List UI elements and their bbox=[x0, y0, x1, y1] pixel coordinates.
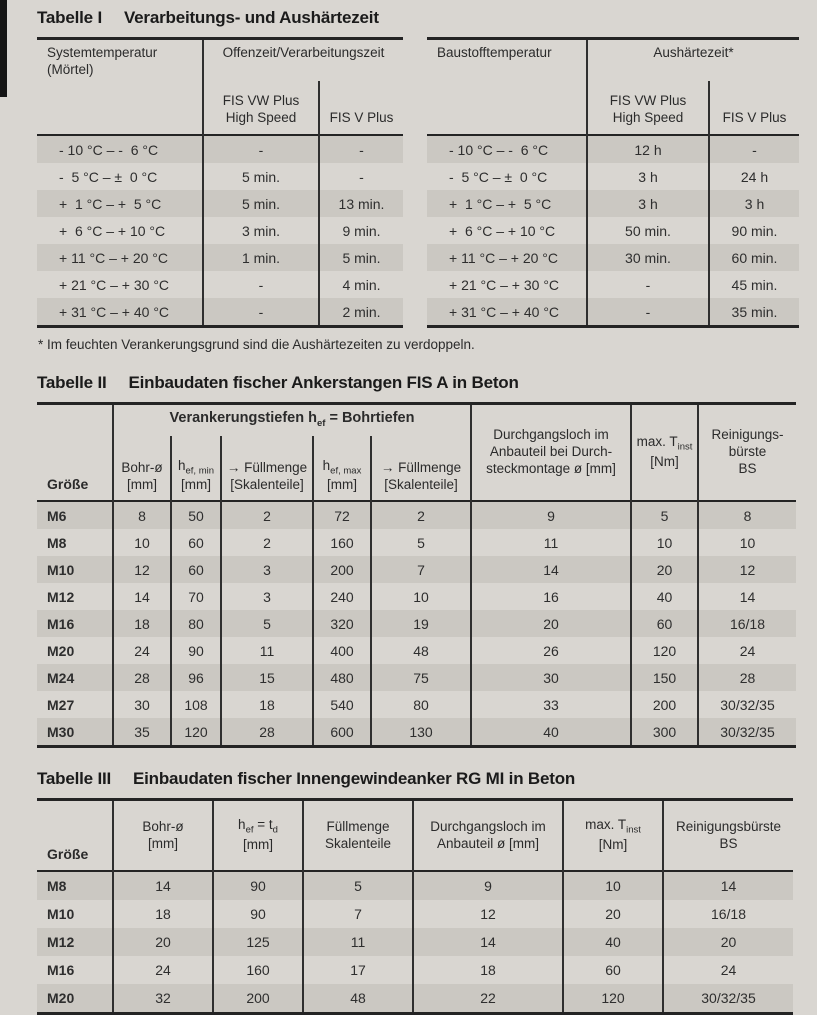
cell: 2 bbox=[221, 501, 313, 529]
col-header-fuellmenge-min: → Füllmenge [Skalenteile] bbox=[221, 436, 313, 501]
cell: 2 bbox=[371, 501, 471, 529]
table3-title-label: Tabelle III bbox=[37, 769, 112, 788]
cell: 2 min. bbox=[319, 298, 403, 327]
cell: 75 bbox=[371, 664, 471, 691]
table3-title bbox=[37, 769, 799, 789]
cell: 200 bbox=[213, 984, 303, 1014]
table-row bbox=[37, 501, 796, 529]
col-header-fuellmenge: Füllmenge Skalenteile bbox=[303, 800, 413, 872]
cell: - 10 °C – - 6 °C bbox=[449, 141, 549, 158]
cell: 12 h bbox=[587, 135, 709, 163]
cell: 17 bbox=[303, 956, 413, 984]
cell: 5 bbox=[631, 501, 698, 529]
cell: 33 bbox=[471, 691, 631, 718]
cell: 3 h bbox=[587, 190, 709, 217]
cell: 40 bbox=[631, 583, 698, 610]
cell: 18 bbox=[113, 900, 213, 928]
row-label: M10 bbox=[47, 561, 75, 578]
cell: 48 bbox=[303, 984, 413, 1014]
cell: 18 bbox=[221, 691, 313, 718]
table-row bbox=[427, 190, 799, 217]
footnote: * Im feuchten Verankerungsgrund sind die Aushärtezeiten zu verdoppeln. bbox=[38, 337, 475, 352]
cell: 96 bbox=[171, 664, 221, 691]
table-row bbox=[427, 217, 799, 244]
cell: + 21 °C – + 30 °C bbox=[59, 276, 170, 293]
cell: 200 bbox=[631, 691, 698, 718]
col-header-fuellmenge-max: → Füllmenge [Skalenteile] bbox=[371, 436, 471, 501]
cell: 10 bbox=[698, 529, 796, 556]
table1-left bbox=[37, 37, 403, 328]
cell: 400 bbox=[313, 637, 371, 664]
table-row bbox=[37, 637, 796, 664]
table3-title-text: Einbaudaten fischer Innengewindeanker RG MI in Beton bbox=[133, 769, 576, 788]
cell: 130 bbox=[371, 718, 471, 747]
cell: 80 bbox=[171, 610, 221, 637]
cell: 9 bbox=[471, 501, 631, 529]
col-header-max-tinst: max. $T_{inst}$ [Nm] bbox=[631, 404, 698, 502]
table-row bbox=[37, 190, 403, 217]
cell: 30/32/35 bbox=[698, 718, 796, 747]
cell: 80 bbox=[371, 691, 471, 718]
col-header-reinigungsbuerste: Reinigungs- bürste BS bbox=[698, 404, 796, 502]
cell: 5 bbox=[303, 871, 413, 900]
cell: - bbox=[203, 271, 319, 298]
cell: 160 bbox=[313, 529, 371, 556]
cell: 10 bbox=[371, 583, 471, 610]
cell: 60 bbox=[171, 556, 221, 583]
cell: 120 bbox=[563, 984, 663, 1014]
cell: 24 bbox=[113, 956, 213, 984]
cell: 120 bbox=[631, 637, 698, 664]
table-row bbox=[37, 664, 796, 691]
cell: 540 bbox=[313, 691, 371, 718]
cell: 20 bbox=[563, 900, 663, 928]
cell: 11 bbox=[221, 637, 313, 664]
cell: 5 min. bbox=[319, 244, 403, 271]
cell: 60 bbox=[563, 956, 663, 984]
cell: 8 bbox=[113, 501, 171, 529]
row-label: M20 bbox=[47, 642, 75, 659]
cell: 50 bbox=[171, 501, 221, 529]
cell: 30 min. bbox=[587, 244, 709, 271]
table-row bbox=[37, 271, 403, 298]
table-row bbox=[37, 871, 793, 900]
cell: 12 bbox=[113, 556, 171, 583]
cell: 50 min. bbox=[587, 217, 709, 244]
cell: 16 bbox=[471, 583, 631, 610]
cell: 7 bbox=[303, 900, 413, 928]
cell: 30/32/35 bbox=[698, 691, 796, 718]
col-header-fis-vw-plus: FIS VW Plus High Speed bbox=[587, 81, 709, 135]
row-label: M20 bbox=[47, 990, 75, 1006]
cell: 48 bbox=[371, 637, 471, 664]
table1-pair bbox=[37, 37, 799, 328]
table1-title-text: Verarbeitungs- und Aushärtezeit bbox=[123, 8, 379, 27]
cell: + 11 °C – + 20 °C bbox=[449, 249, 558, 266]
cell: 28 bbox=[698, 664, 796, 691]
cell: - bbox=[587, 298, 709, 327]
table-row bbox=[37, 244, 403, 271]
cell: 10 bbox=[563, 871, 663, 900]
cell: 2 bbox=[221, 529, 313, 556]
col-header-systemtemperatur: Systemtemperatur (Mörtel) bbox=[47, 45, 158, 77]
col-header-durchgangsloch: Durchgangsloch im Anbauteil bei Durch- steckmontage ø [mm] bbox=[471, 404, 631, 502]
cell: + 6 °C – + 10 °C bbox=[449, 222, 556, 239]
row-label: M12 bbox=[47, 934, 75, 950]
cell: 4 min. bbox=[319, 271, 403, 298]
table-row bbox=[427, 271, 799, 298]
table3 bbox=[37, 798, 793, 1015]
cell: + 11 °C – + 20 °C bbox=[59, 249, 168, 266]
cell: 24 bbox=[113, 637, 171, 664]
cell: 40 bbox=[471, 718, 631, 747]
cell: 5 bbox=[371, 529, 471, 556]
cell: 70 bbox=[171, 583, 221, 610]
table-row bbox=[37, 610, 796, 637]
cell: 28 bbox=[221, 718, 313, 747]
cell: 14 bbox=[113, 583, 171, 610]
cell: 125 bbox=[213, 928, 303, 956]
cell: 14 bbox=[471, 556, 631, 583]
cell: 240 bbox=[313, 583, 371, 610]
cell: 90 bbox=[213, 900, 303, 928]
cell: 26 bbox=[471, 637, 631, 664]
cell: 20 bbox=[663, 928, 793, 956]
table-row bbox=[37, 984, 793, 1014]
col-header-fis-v-plus: FIS V Plus bbox=[319, 81, 403, 135]
row-label: M24 bbox=[47, 669, 75, 686]
cell: 30 bbox=[471, 664, 631, 691]
col-header-hef-max: $h_{ef, max}$ [mm] bbox=[313, 436, 371, 501]
table-row bbox=[37, 163, 403, 190]
cell: 3 bbox=[221, 556, 313, 583]
cell: 18 bbox=[413, 956, 563, 984]
col-header-baustofftemperatur: Baustofftemperatur bbox=[437, 45, 552, 60]
cell: 9 min. bbox=[319, 217, 403, 244]
cell: - bbox=[319, 163, 403, 190]
cell: 160 bbox=[213, 956, 303, 984]
cell: + 31 °C – + 40 °C bbox=[449, 303, 560, 320]
cell: - bbox=[709, 135, 799, 163]
cell: 3 h bbox=[587, 163, 709, 190]
cell: 20 bbox=[113, 928, 213, 956]
cell: 24 bbox=[698, 637, 796, 664]
cell: 1 min. bbox=[203, 244, 319, 271]
cell: 14 bbox=[698, 583, 796, 610]
table-row bbox=[427, 298, 799, 327]
col-header-max-tinst: max. $T_{inst}$ [Nm] bbox=[563, 800, 663, 872]
table-row bbox=[37, 956, 793, 984]
cell: 15 bbox=[221, 664, 313, 691]
table2-title-text: Einbaudaten fischer Ankerstangen FIS A in Beton bbox=[128, 373, 519, 392]
cell: - 5 °C – ± 0 °C bbox=[449, 168, 548, 185]
cell: 16/18 bbox=[663, 900, 793, 928]
col-header-groesse: Größe bbox=[47, 845, 89, 862]
cell: 90 bbox=[213, 871, 303, 900]
cell: 18 bbox=[113, 610, 171, 637]
cell: 14 bbox=[413, 928, 563, 956]
cell: 8 bbox=[698, 501, 796, 529]
col-header-groesse: Größe bbox=[47, 475, 89, 492]
cell: 108 bbox=[171, 691, 221, 718]
cell: 300 bbox=[631, 718, 698, 747]
cell: 30/32/35 bbox=[663, 984, 793, 1014]
cell: - 5 °C – ± 0 °C bbox=[59, 168, 158, 185]
table-row bbox=[37, 217, 403, 244]
col-header-bohr: Bohr-ø [mm] bbox=[113, 436, 171, 501]
cell: 12 bbox=[698, 556, 796, 583]
cell: + 6 °C – + 10 °C bbox=[59, 222, 166, 239]
cell: 40 bbox=[563, 928, 663, 956]
cell: 72 bbox=[313, 501, 371, 529]
cell: 20 bbox=[631, 556, 698, 583]
cell: 24 h bbox=[709, 163, 799, 190]
cell: - bbox=[587, 271, 709, 298]
col-header-bohr: Bohr-ø [mm] bbox=[113, 800, 213, 872]
table1-title-label: Tabelle I bbox=[37, 8, 102, 27]
cell: 7 bbox=[371, 556, 471, 583]
row-label: M8 bbox=[47, 878, 67, 894]
cell: 35 min. bbox=[709, 298, 799, 327]
cell: 90 min. bbox=[709, 217, 799, 244]
table-row bbox=[37, 529, 796, 556]
col-header-durchgangsloch: Durchgangsloch im Anbauteil ø [mm] bbox=[413, 800, 563, 872]
cell: 5 min. bbox=[203, 190, 319, 217]
cell: 13 min. bbox=[319, 190, 403, 217]
table1-title bbox=[37, 8, 799, 28]
table-row bbox=[37, 691, 796, 718]
row-label: M10 bbox=[47, 906, 75, 922]
cell: + 21 °C – + 30 °C bbox=[449, 276, 560, 293]
col-header-fis-v-plus: FIS V Plus bbox=[709, 81, 799, 135]
table-row bbox=[427, 163, 799, 190]
cell: 3 h bbox=[709, 190, 799, 217]
cell: 480 bbox=[313, 664, 371, 691]
cell: 45 min. bbox=[709, 271, 799, 298]
cell: 3 min. bbox=[203, 217, 319, 244]
cell: 11 bbox=[471, 529, 631, 556]
cell: 60 bbox=[171, 529, 221, 556]
cell: + 1 °C – + 5 °C bbox=[449, 195, 552, 212]
table2-title-label: Tabelle II bbox=[37, 373, 107, 392]
col-header-fis-vw-plus: FIS VW Plus High Speed bbox=[203, 81, 319, 135]
col-header-reinigungsbuerste: Reinigungsbürste BS bbox=[663, 800, 793, 872]
cell: 14 bbox=[663, 871, 793, 900]
cell: 9 bbox=[413, 871, 563, 900]
cell: 16/18 bbox=[698, 610, 796, 637]
cell: 32 bbox=[113, 984, 213, 1014]
cell: 60 min. bbox=[709, 244, 799, 271]
cell: - bbox=[319, 135, 403, 163]
cell: 35 bbox=[113, 718, 171, 747]
cell: 11 bbox=[303, 928, 413, 956]
cell: 10 bbox=[113, 529, 171, 556]
cell: + 31 °C – + 40 °C bbox=[59, 303, 170, 320]
table-row bbox=[37, 556, 796, 583]
table-row bbox=[427, 244, 799, 271]
cell: 14 bbox=[113, 871, 213, 900]
group-header-verankerungstiefen: Verankerungstiefen $h_{ef}$ = Bohrtiefen bbox=[113, 404, 471, 437]
cell: 90 bbox=[171, 637, 221, 664]
cell: 60 bbox=[631, 610, 698, 637]
table-row bbox=[37, 135, 403, 163]
cell: 3 bbox=[221, 583, 313, 610]
row-label: M27 bbox=[47, 696, 75, 713]
cell: 19 bbox=[371, 610, 471, 637]
cell: 120 bbox=[171, 718, 221, 747]
cell: 200 bbox=[313, 556, 371, 583]
cell: 5 bbox=[221, 610, 313, 637]
row-label: M16 bbox=[47, 962, 75, 978]
table-row bbox=[427, 135, 799, 163]
row-label: M6 bbox=[47, 507, 67, 524]
cell: 28 bbox=[113, 664, 171, 691]
table2 bbox=[37, 402, 796, 748]
cell: 24 bbox=[663, 956, 793, 984]
table2-title bbox=[37, 373, 799, 393]
row-label: M8 bbox=[47, 534, 67, 551]
table-row bbox=[37, 298, 403, 327]
cell: + 1 °C – + 5 °C bbox=[59, 195, 162, 212]
cell: 22 bbox=[413, 984, 563, 1014]
cell: 20 bbox=[471, 610, 631, 637]
row-label: M16 bbox=[47, 615, 75, 632]
group-header-aushaertezeit: Aushärtezeit* bbox=[587, 39, 799, 82]
col-header-hef-td: $h_{ef} = t_d$ [mm] bbox=[213, 800, 303, 872]
table-row bbox=[37, 928, 793, 956]
group-header-offenzeit: Offenzeit/Verarbeitungszeit bbox=[203, 39, 403, 82]
cell: 600 bbox=[313, 718, 371, 747]
cell: 320 bbox=[313, 610, 371, 637]
table-row bbox=[37, 583, 796, 610]
cell: - bbox=[203, 135, 319, 163]
table1-right bbox=[427, 37, 799, 328]
cell: - bbox=[203, 298, 319, 327]
cell: 5 min. bbox=[203, 163, 319, 190]
cell: 30 bbox=[113, 691, 171, 718]
table-row bbox=[37, 900, 793, 928]
row-label: M30 bbox=[47, 723, 75, 740]
cell: 12 bbox=[413, 900, 563, 928]
table-row bbox=[37, 718, 796, 747]
cell: - 10 °C – - 6 °C bbox=[59, 141, 159, 158]
cell: 150 bbox=[631, 664, 698, 691]
scan-artifact-strip bbox=[0, 0, 7, 97]
row-label: M12 bbox=[47, 588, 75, 605]
cell: 10 bbox=[631, 529, 698, 556]
col-header-hef-min: $h_{ef, min}$ [mm] bbox=[171, 436, 221, 501]
